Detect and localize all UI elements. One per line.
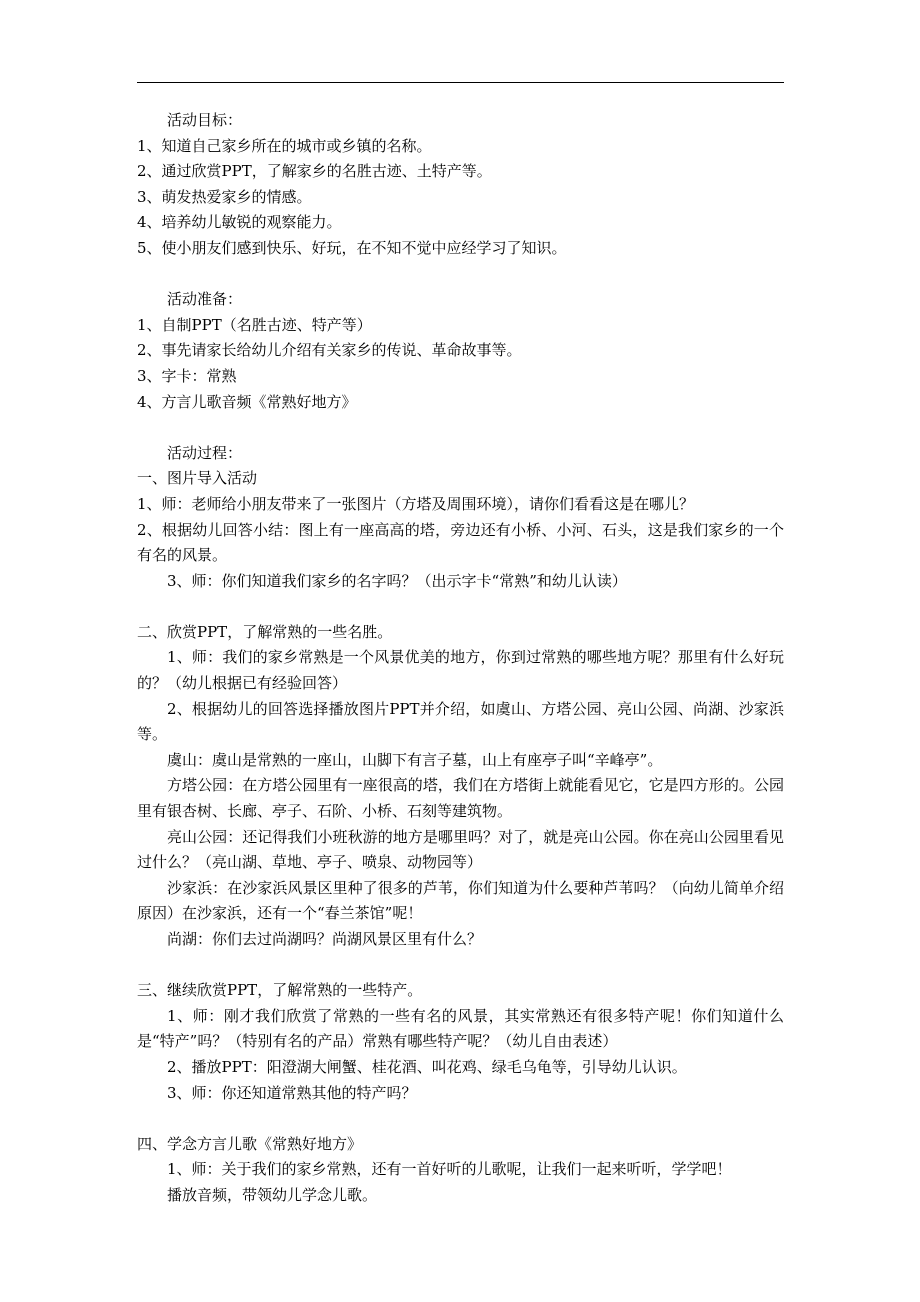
paragraph: 虞山：虞山是常熟的一座山，山脚下有言子墓，山上有座亭子叫“辛峰亭”。: [167, 750, 663, 769]
process-heading: 活动过程：: [167, 443, 243, 462]
paragraph: 2、播放PPT：阳澄湖大闸蟹、桂花酒、叫花鸡、绿毛乌龟等，引导幼儿认识。: [167, 1057, 687, 1076]
prep-item: 1、自制PPT（名胜古迹、特产等）: [137, 315, 372, 334]
goal-item: 2、通过欣赏PPT，了解家乡的名胜古迹、土特产等。: [137, 162, 492, 181]
prep-heading: 活动准备：: [167, 290, 243, 309]
paragraph: 尚湖：你们去过尚湖吗？尚湖风景区里有什么？: [167, 930, 483, 948]
paragraph: 方塔公园：在方塔公园里有一座很高的塔，我们在方塔街上就能看见它，它是四方形的。公园里有银杏树、长廊、亭子、石阶、小桥、石刻等建筑物。: [137, 776, 784, 821]
paragraph: 1、师：刚才我们欣赏了常熟的一些有名的风景，其实常熟还有很多特产呢！你们知道什么是“特产”吗？（特别有名的产品）常熟有哪些特产呢？（幼儿自由表述）: [137, 1006, 784, 1051]
paragraph: 2、根据幼儿回答小结：图上有一座高高的塔，旁边还有小桥、小河、石头，这是我们家乡的一个有名的风景。: [137, 520, 784, 565]
goal-item: 4、培养幼儿敏锐的观察能力。: [137, 213, 342, 232]
prep-item: 2、事先请家长给幼儿介绍有关家乡的传说、革命故事等。: [137, 341, 522, 360]
section-title: 二、欣赏PPT，了解常熟的一些名胜。: [137, 622, 393, 641]
document-body: [137, 108, 784, 1209]
prep-item: 4、方言儿歌音频《常熟好地方》: [137, 392, 357, 411]
section-title: 三、继续欣赏PPT，了解常熟的一些特产。: [137, 981, 423, 1000]
goals-heading: 活动目标：: [167, 111, 243, 129]
spacer: [137, 415, 784, 441]
header-rule: [137, 82, 784, 83]
paragraph: 2、根据幼儿的回答选择播放图片PPT并介绍，如虞山、方塔公园、亮山公园、尚湖、沙家浜等。: [137, 699, 784, 744]
paragraph: 3、师：你们知道我们家乡的名字吗？（出示字卡“常熟”和幼儿认读）: [167, 571, 627, 590]
paragraph: 1、师：我们的家乡常熟是一个风景优美的地方，你到过常熟的哪些地方呢？那里有什么好玩的？（幼儿根据已有经验回答）: [137, 648, 784, 693]
goal-item: 5、使小朋友们感到快乐、好玩，在不知不觉中应经学习了知识。: [137, 238, 567, 257]
spacer: [137, 1106, 784, 1132]
paragraph: 沙家浜：在沙家浜风景区里种了很多的芦苇，你们知道为什么要种芦苇吗？（向幼儿简单介绍原因）在沙家浜，还有一个“春兰茶馆”呢！: [137, 878, 784, 923]
section-title: 四、学念方言儿歌《常熟好地方》: [137, 1134, 363, 1153]
spacer: [137, 953, 784, 979]
spacer: [137, 594, 784, 620]
paragraph: 1、师：老师给小朋友带来了一张图片（方塔及周围环境），请你们看看这是在哪儿？: [137, 494, 695, 513]
spacer: [137, 262, 784, 288]
goal-item: 3、萌发热爱家乡的情感。: [137, 187, 312, 206]
goal-item: 1、知道自己家乡所在的城市或乡镇的名称。: [137, 136, 432, 155]
paragraph: 亮山公园：还记得我们小班秋游的地方是哪里吗？对了，就是亮山公园。你在亮山公园里看见过什么？（亮山湖、草地、亭子、喷泉、动物园等）: [137, 827, 784, 872]
paragraph: 1、师：关于我们的家乡常熟，还有一首好听的儿歌呢，让我们一起来听听，学学吧！: [167, 1160, 732, 1179]
paragraph: 3、师：你还知道常熟其他的特产吗？: [167, 1083, 417, 1102]
paragraph: 播放音频，带领幼儿学念儿歌。: [167, 1185, 378, 1204]
section-title: 一、图片导入活动: [137, 469, 258, 488]
prep-item: 3、字卡：常熟: [137, 366, 237, 385]
